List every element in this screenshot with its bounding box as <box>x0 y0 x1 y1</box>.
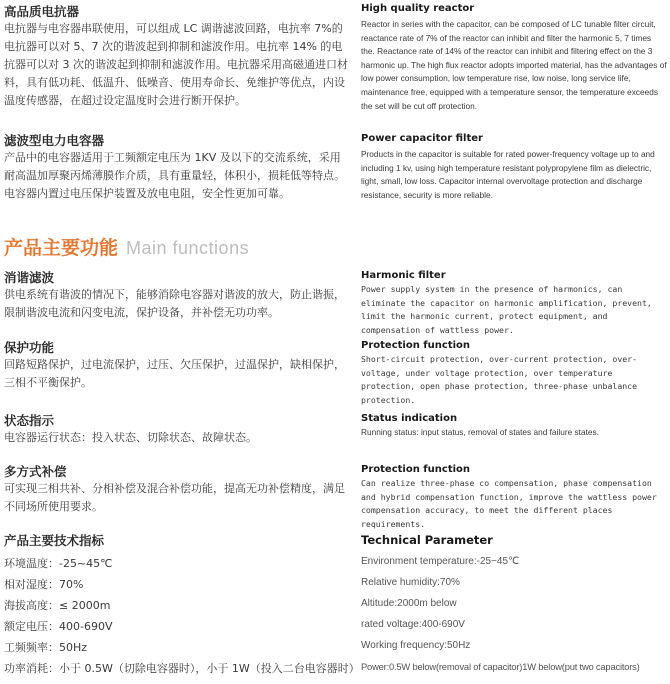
main-functions-heading <box>4 233 249 260</box>
compensation-title-en: Protection function <box>361 464 471 475</box>
tech-row-en: Environment temperature:-25~45℃ <box>361 556 520 567</box>
protection-text-zh: 回路短路保护，过电流保护，过压、欠压保护，过温保护，缺相保护，三相不平衡保护。 <box>4 358 345 389</box>
reactor-title-zh: 高品质电抗器 <box>4 4 80 19</box>
protection-title-zh: 保护功能 <box>4 340 55 355</box>
status-text-en: Running status: input status, removal of states and failure states. <box>361 427 599 437</box>
tech-row-zh: 额定电压：400-690V <box>4 620 113 633</box>
tech-title-en: Technical Parameter <box>361 533 493 547</box>
status-title-zh: 状态指示 <box>4 413 55 428</box>
section-title-zh: 产品主要功能 <box>4 237 119 259</box>
status-title-en: Status indication <box>361 413 458 424</box>
compensation-text-zh: 可实现三相共补、分相补偿及混合补偿功能，提高无功补偿精度，满足不同场所使用要求。 <box>4 482 345 513</box>
tech-row-en: Altitude:2000m below <box>361 598 457 609</box>
section-title-en: Main functions <box>126 238 250 258</box>
protection-title-en: Protection function <box>361 340 471 351</box>
reactor-text-zh: 电抗器与电容器串联使用，可以组成 LC 调谐滤波回路，电抗率 7%的电抗器可以对 5、7 次的谐波起到抑制和滤波作用。电抗率 14% 的电抗器可以对 3 次的谐波起到抑制和滤波作用。电抗器采用高磁通进口材料，具有低功耗、低温升、低噪音、使用寿命长、免维护等优点，内设温度传感器，在超过设定温度时会进行断开保护。 <box>4 22 348 107</box>
tech-row-en: Relative humidity:70% <box>361 577 460 588</box>
status-text-zh: 电容器运行状态：投入状态、切除状态、故障状态。 <box>4 431 257 444</box>
capacitor-text-en: Products in the capacitor is suitable for rated power-frequency voltage up to and including 1 kv, using high temperature resistant polypropylene film as dielectric, light, small, low loss. Capacitor internal overvoltage protection and discharge resistance, security is more reliable. <box>361 149 655 200</box>
tech-row-en: Power:0.5W below(removal of capacitor)1W below(put two capacitors) <box>361 661 640 672</box>
protection-text-en: Short-circuit protection, over-current protection, over-voltage, under voltage protection, over temperature protection, open phase protection, three-phase unbalance protection. <box>361 354 638 405</box>
capacitor-text-zh: 产品中的电容器适用于工频额定电压为 1KV 及以下的交流系统，采用耐高温加厚聚丙烯薄膜作介质，具有重量轻，体积小，损耗低等特点。电容器内置过电压保护装置及放电电阻，安全性更加可靠。 <box>4 151 345 200</box>
tech-row-zh: 海拔高度：≤ 2000m <box>4 599 111 612</box>
tech-row-zh: 工频频率：50Hz <box>4 641 88 654</box>
tech-row-en: rated voltage:400-690V <box>361 619 465 630</box>
tech-row-zh: 功率消耗：小于 0.5W（切除电容器时），小于 1W（投入二台电容器时） <box>4 662 360 675</box>
harmonic-filter-title-en: Harmonic filter <box>361 270 446 281</box>
tech-title-zh: 产品主要技术指标 <box>4 533 105 548</box>
harmonic-filter-text-en: Power supply system in the presence of harmonics, can eliminate the capacitor on harmonic amplification, prevent, limit the harmonic current, protect equipment, and compensation of wattless power. <box>361 284 652 335</box>
tech-row-en: Working frequency:50Hz <box>361 640 471 651</box>
compensation-text-en: Can realize three-phase co compensation, phase compensation and hybrid compensation function, improve the wattless power compensation accuracy, to meet the different places requirements. <box>361 478 657 529</box>
capacitor-title-zh: 滤波型电力电容器 <box>4 133 105 148</box>
harmonic-filter-title-zh: 消谐滤波 <box>4 270 55 285</box>
compensation-title-zh: 多方式补偿 <box>4 464 67 479</box>
capacitor-title-en: Power capacitor filter <box>361 133 483 144</box>
reactor-text-en: Reactor in series with the capacitor, can be composed of LC tunable filter circuit, reactance rate of 7% of the reactor can inhibit and filter the harmonic 5, 7 times the. Reactance rate of 14% of the reactor can inhibit and filtering effect on the 3 harmonic up. The high flux reactor adopts imported material, has the advantages of low power consumption, low temperature rise, low noise, long service life, maintenance free, equipped with a temperature sensor, the temperature exceeds the set will be cut off protection. <box>361 19 667 111</box>
harmonic-filter-text-zh: 供电系统有谐波的情况下，能够消除电容器对谐波的放大，防止谐振，限制谐波电流和闪变电流，保护设备，并补偿无功功率。 <box>4 288 345 319</box>
reactor-title-en: High quality reactor <box>361 3 475 14</box>
tech-row-zh: 相对湿度：70% <box>4 578 84 591</box>
tech-row-zh: 环境温度：-25~45℃ <box>4 557 113 570</box>
